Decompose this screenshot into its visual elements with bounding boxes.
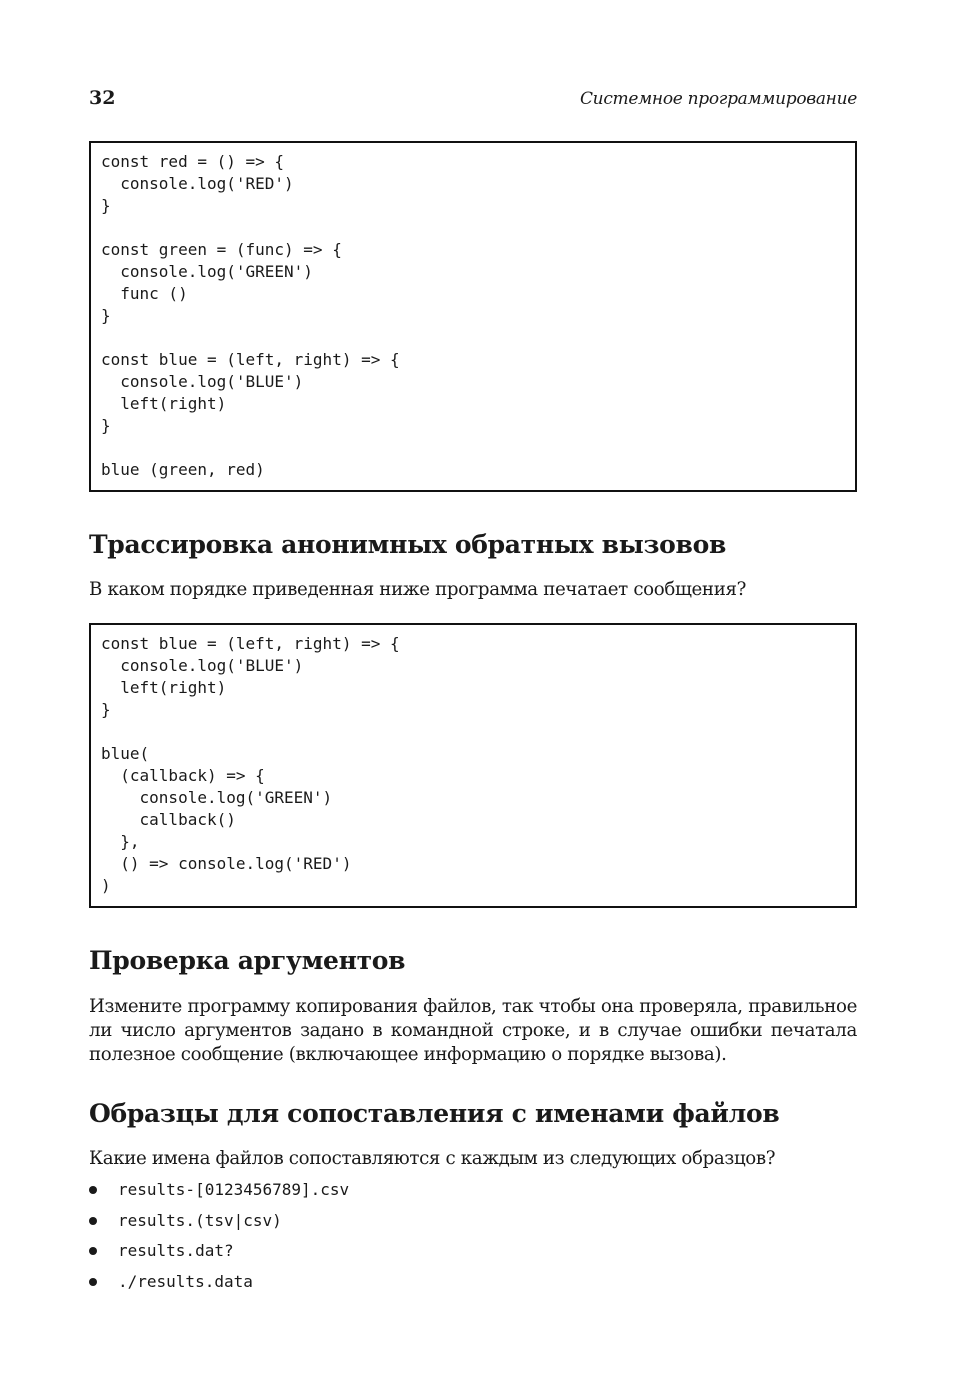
section-heading-anonymous-callbacks: Трассировка анонимных обратных вызовов: [89, 530, 727, 559]
section-heading-filename-patterns: Образцы для сопоставления с именами файлов: [89, 1099, 780, 1128]
running-header: Системное программирование: [579, 89, 857, 109]
section-heading-argument-check: Проверка аргументов: [89, 946, 406, 975]
pattern-code: results.(tsv|csv): [118, 1210, 282, 1230]
pattern-code: results.dat?: [118, 1241, 234, 1260]
code-block-2-text: const blue = (left, right) => { console.log('BLUE') left(right) } blue( (callback) => { console.log('GREEN') callback() }, () => console.log('RED') ): [101, 634, 400, 895]
pattern-code: ./results.data: [118, 1271, 253, 1291]
bullet-icon: [89, 1247, 97, 1255]
page-number: 32: [89, 87, 116, 109]
section-2-paragraph: Измените программу копирования файлов, так чтобы она проверяла, правильное ли число аргументов задано в командной строке, и в случае ошибки печатала полезное сообщение (включающее информацию о порядке вызова).: [89, 996, 857, 1065]
code-block-1-text: const red = () => { console.log('RED') } const green = (func) => { console.log('GREEN') func () } const blue = (left, right) => { console.log('BLUE') left(right) } blue (green, red): [101, 152, 400, 479]
section-1-paragraph: В каком порядке приведенная ниже программа печатает сообщения?: [89, 579, 747, 600]
bullet-icon: [89, 1278, 97, 1286]
bullet-icon: [89, 1186, 97, 1194]
code-block-2: [89, 623, 857, 908]
pattern-code: results-[0123456789].csv: [118, 1180, 350, 1199]
section-3-paragraph: Какие имена файлов сопоставляются с каждым из следующих образцов?: [89, 1148, 776, 1169]
code-block-1: [89, 141, 857, 492]
bullet-icon: [89, 1217, 97, 1225]
